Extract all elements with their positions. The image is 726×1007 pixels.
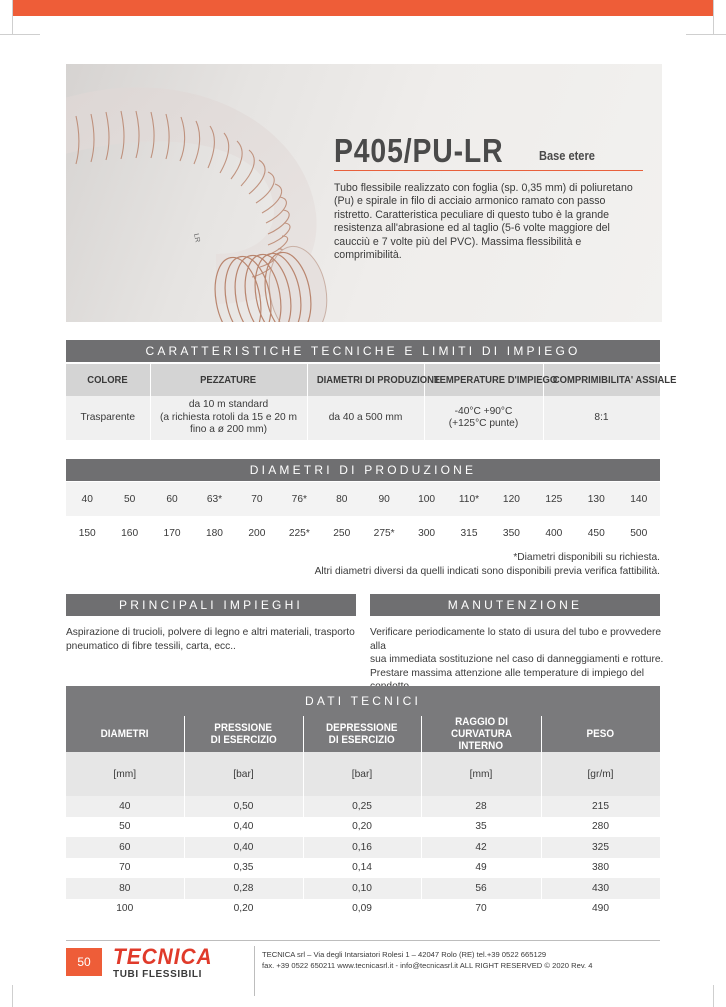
logo-tagline: TUBI FLESSIBILI [113,969,202,980]
diameter-cell: 100 [405,482,447,516]
top-accent-band [12,0,714,16]
table-row: 50 0,40 0,20 35 280 [66,817,660,838]
table-header-row [66,716,660,752]
diameter-cell: 450 [575,516,617,550]
page-number: 50 [66,948,102,976]
diameter-cell: 350 [490,516,532,550]
header-pressione: PRESSIONE DI ESERCIZIO [184,716,303,752]
tecnica-logo [113,944,245,984]
header-depressione: DEPRESSIONE DI ESERCIZIO [303,716,421,752]
unit-cell: [gr/m] [541,752,660,796]
diametri-notes [315,551,660,578]
table-row: 40 0,50 0,25 28 215 [66,796,660,817]
note-on-request: *Diametri disponibili su richiesta. [513,552,660,563]
diameter-cell: 250 [321,516,363,550]
diameter-cell: 90 [363,482,405,516]
impieghi-title: PRINCIPALI IMPIEGHI [66,594,356,616]
product-description: Tubo flessibile realizzato con foglia (sp. 0,35 mm) di poliuretano (Pu) e spirale in filo di acciaio armonico ramato con passo ristretto. Caratteristica peculiare di questo tubo è la grande resistenza all'abrasione ed al taglio (5-6 volte maggiore del caucciù e 7 volte più del PVC). Massima flessibilità e comprimibilità. [334,182,633,262]
diameter-cell: 315 [448,516,490,550]
product-title-block [334,132,643,170]
footer-divider [254,946,255,996]
value-colore: Trasparente [66,396,150,440]
diameter-cell: 225* [278,516,320,550]
diameter-cell: 120 [490,482,532,516]
table-row: 100 0,20 0,09 70 490 [66,899,660,920]
diameter-cell: 400 [533,516,575,550]
table-row: 70 0,35 0,14 49 380 [66,858,660,879]
header-temperature: TEMPERATURE D'IMPIEGO [424,364,543,396]
header-peso: PESO [541,716,660,752]
title-underline [334,170,643,171]
diameter-cell: 200 [236,516,278,550]
note-other-diameters: Altri diametri diversi da quelli indicati sono disponibili previa verifica fattibilità. [314,565,660,577]
units-row [66,752,660,796]
diameter-cell: 80 [321,482,363,516]
diameter-cell: 130 [575,482,617,516]
value-pezzature: da 10 m standard (a richiesta rotoli da 15 e 20 m fino a ø 200 mm) [150,396,307,440]
unit-cell: [mm] [421,752,541,796]
logo-wordmark: TECNICA [113,944,213,969]
footer-rule [66,940,660,941]
diameter-cell: 140 [617,482,660,516]
diameter-cell: 170 [151,516,193,550]
unit-cell: [bar] [303,752,421,796]
diameter-cell: 150 [66,516,108,550]
manutenzione-text: Verificare periodicamente lo stato di usura del tubo e provvedere alla sua immediata sostituzione nel caso di danneggiamenti e rotture. Prestare massima attenzione alle temperature di impiego del [370,627,664,679]
crop-mark [713,985,714,1007]
unit-cell: [bar] [184,752,303,796]
header-raggio: RAGGIO DI CURVATURA INTERNO [421,716,541,752]
crop-mark [12,985,13,1007]
header-colore: COLORE [66,364,150,396]
table-row [66,516,660,550]
diameter-cell: 275* [363,516,405,550]
value-temperature: -40°C +90°C (+125°C punte) [424,396,543,440]
diametri-table [66,482,660,550]
table-row: 80 0,28 0,10 56 430 [66,878,660,899]
diameter-cell: 110* [448,482,490,516]
dati-tecnici-title: DATI TECNICI [66,686,660,716]
table-row: 60 0,40 0,16 42 325 [66,837,660,858]
diameter-cell: 60 [151,482,193,516]
diameter-cell: 76* [278,482,320,516]
diameter-cell: 50 [108,482,150,516]
dati-tecnici-table [66,716,661,919]
diametri-title: DIAMETRI DI PRODUZIONE [66,459,660,481]
product-subtitle: Base etere [539,148,595,163]
diameter-cell: 160 [108,516,150,550]
diameter-cell: 40 [66,482,108,516]
address-line: TECNICA srl – Via degli Intarsiatori Rolesi 1 – 42047 Rolo (RE) tel.+39 0522 665129 [262,950,547,959]
header-comprimibilita: COMPRIMIBILITA' ASSIALE [543,364,660,396]
value-comprimibilita: 8:1 [543,396,660,440]
diameter-cell: 70 [236,482,278,516]
diameter-cell: 300 [405,516,447,550]
crop-mark [686,34,726,35]
impieghi-text: Aspirazione di trucioli, polvere di legno e altri materiali, trasporto pneumatico di fibre tessili, carta, ecc.. [66,627,355,652]
diameter-cell: 500 [617,516,660,550]
diameter-cell: 63* [193,482,235,516]
header-diametri: DIAMETRI DI PRODUZIONE [307,364,424,396]
caratteristiche-title: CARATTERISTICHE TECNICHE E LIMITI DI IMPIEGO [66,340,660,362]
hose-print-text: LR [192,232,201,244]
table-row [66,396,660,440]
product-code: P405/PU-LR [334,132,504,169]
unit-cell: [mm] [66,752,184,796]
manutenzione-title: MANUTENZIONE [370,594,660,616]
table-row [66,482,660,516]
crop-mark [0,34,40,35]
crop-mark [12,0,13,34]
contact-line: fax. +39 0522 650211 www.tecnicasrl.it - info@tecnicasrl.it ALL RIGHT RESERVED © 2020 Rev. 4 [262,960,593,970]
header-diametri: DIAMETRI [66,716,184,752]
crop-mark [713,0,714,34]
company-address [262,950,593,971]
table-header-row [66,364,660,396]
header-pezzature: PEZZATURE [150,364,307,396]
diameter-cell: 125 [533,482,575,516]
diameter-cell: 180 [193,516,235,550]
caratteristiche-table [66,364,676,440]
value-diametri: da 40 a 500 mm [307,396,424,440]
